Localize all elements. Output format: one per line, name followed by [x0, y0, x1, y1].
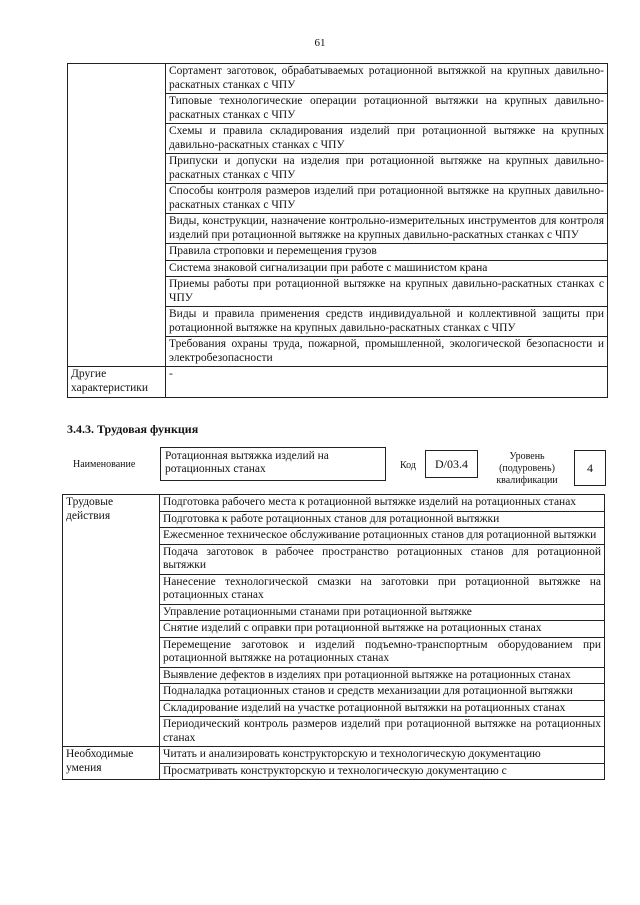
- labor-action-item: Подготовка рабочего места к ротационной вытяжке изделий на ротационных станах: [160, 495, 605, 512]
- other-characteristics-label: Другие характеристики: [68, 367, 166, 398]
- knowledge-table: [67, 63, 608, 398]
- code-box: D/03.4: [425, 450, 478, 478]
- page-number: 61: [314, 37, 326, 49]
- knowledge-item: Способы контроля размеров изделий при ротационной вытяжке на крупных давильно-раскатных станках с ЧПУ: [166, 184, 608, 214]
- name-label: Наименование: [73, 459, 136, 470]
- knowledge-item: Требования охраны труда, пожарной, промышленной, экологической безопасности и электробезопасности: [166, 337, 608, 367]
- table-row: [68, 64, 608, 94]
- skill-item: Просматривать конструкторскую и технологическую документацию с: [160, 763, 605, 780]
- labor-actions-label: Трудовые действия: [63, 495, 160, 747]
- table-row: [68, 367, 608, 398]
- labor-action-item: Ежесменное техническое обслуживание ротационных станов для ротационной вытяжки: [160, 528, 605, 545]
- knowledge-label-cell: [68, 64, 166, 367]
- table-row: [63, 747, 605, 764]
- qualification-level-box: 4: [574, 450, 606, 486]
- labor-action-item: Подготовка к работе ротационных станов для ротационной вытяжки: [160, 511, 605, 528]
- code-label: Код: [400, 460, 416, 471]
- knowledge-item: Схемы и правила складирования изделий при ротационной вытяжке на крупных давильно-раскатных станках с ЧПУ: [166, 124, 608, 154]
- labor-action-item: Снятие изделий с оправки при ротационной вытяжке на ротационных станах: [160, 621, 605, 638]
- knowledge-item: Виды, конструкции, назначение контрольно-измерительных инструментов для контроля изделий при ротационной вытяжке на крупных давильно-раскатных станках с ЧПУ: [166, 214, 608, 244]
- required-skills-label: Необходимые умения: [63, 747, 160, 780]
- labor-action-item: Подналадка ротационных станов и средств механизации для ротационной вытяжки: [160, 684, 605, 701]
- skill-item: Читать и анализировать конструкторскую и технологическую документацию: [160, 747, 605, 764]
- labor-action-item: Периодический контроль размеров изделий при ротационной вытяжке на ротационных станах: [160, 717, 605, 747]
- table-row: [63, 495, 605, 512]
- qualification-level-label: Уровень (подуровень) квалификации: [496, 451, 558, 486]
- section-heading: 3.4.3. Трудовая функция: [67, 422, 199, 436]
- other-characteristics-value: -: [166, 367, 608, 398]
- labor-action-item: Выявление дефектов в изделиях при ротационной вытяжке на ротационных станах: [160, 667, 605, 684]
- knowledge-item: Приемы работы при ротационной вытяжке на крупных давильно-раскатных станках с ЧПУ: [166, 277, 608, 307]
- knowledge-item: Виды и правила применения средств индивидуальной и коллективной защиты при ротационной вытяжке на крупных давильно-раскатных станках с ЧПУ: [166, 307, 608, 337]
- knowledge-item: Сортамент заготовок, обрабатываемых ротационной вытяжкой на крупных давильно-раскатных станках с ЧПУ: [166, 64, 608, 94]
- knowledge-item: Правила строповки и перемещения грузов: [166, 244, 608, 261]
- labor-action-item: Складирование изделий на участке ротационной вытяжки на ротационных станах: [160, 700, 605, 717]
- knowledge-item: Припуски и допуски на изделия при ротационной вытяжке на крупных давильно-раскатных станках с ЧПУ: [166, 154, 608, 184]
- labor-action-item: Перемещение заготовок и изделий подъемно-транспортным оборудованием при ротационной вытяжке на ротационных станах: [160, 637, 605, 667]
- labor-function-table: [62, 494, 605, 780]
- labor-action-item: Управление ротационными станами при ротационной вытяжке: [160, 604, 605, 621]
- labor-action-item: Нанесение технологической смазки на заготовки при ротационной вытяжке на ротационных станах: [160, 574, 605, 604]
- function-name-box: Ротационная вытяжка изделий на ротационных станах: [160, 447, 386, 481]
- knowledge-item: Система знаковой сигнализации при работе с машинистом крана: [166, 260, 608, 277]
- labor-action-item: Подача заготовок в рабочее пространство ротационных станов для ротационной вытяжки: [160, 544, 605, 574]
- knowledge-item: Типовые технологические операции ротационной вытяжки на крупных давильно-раскатных станках с ЧПУ: [166, 94, 608, 124]
